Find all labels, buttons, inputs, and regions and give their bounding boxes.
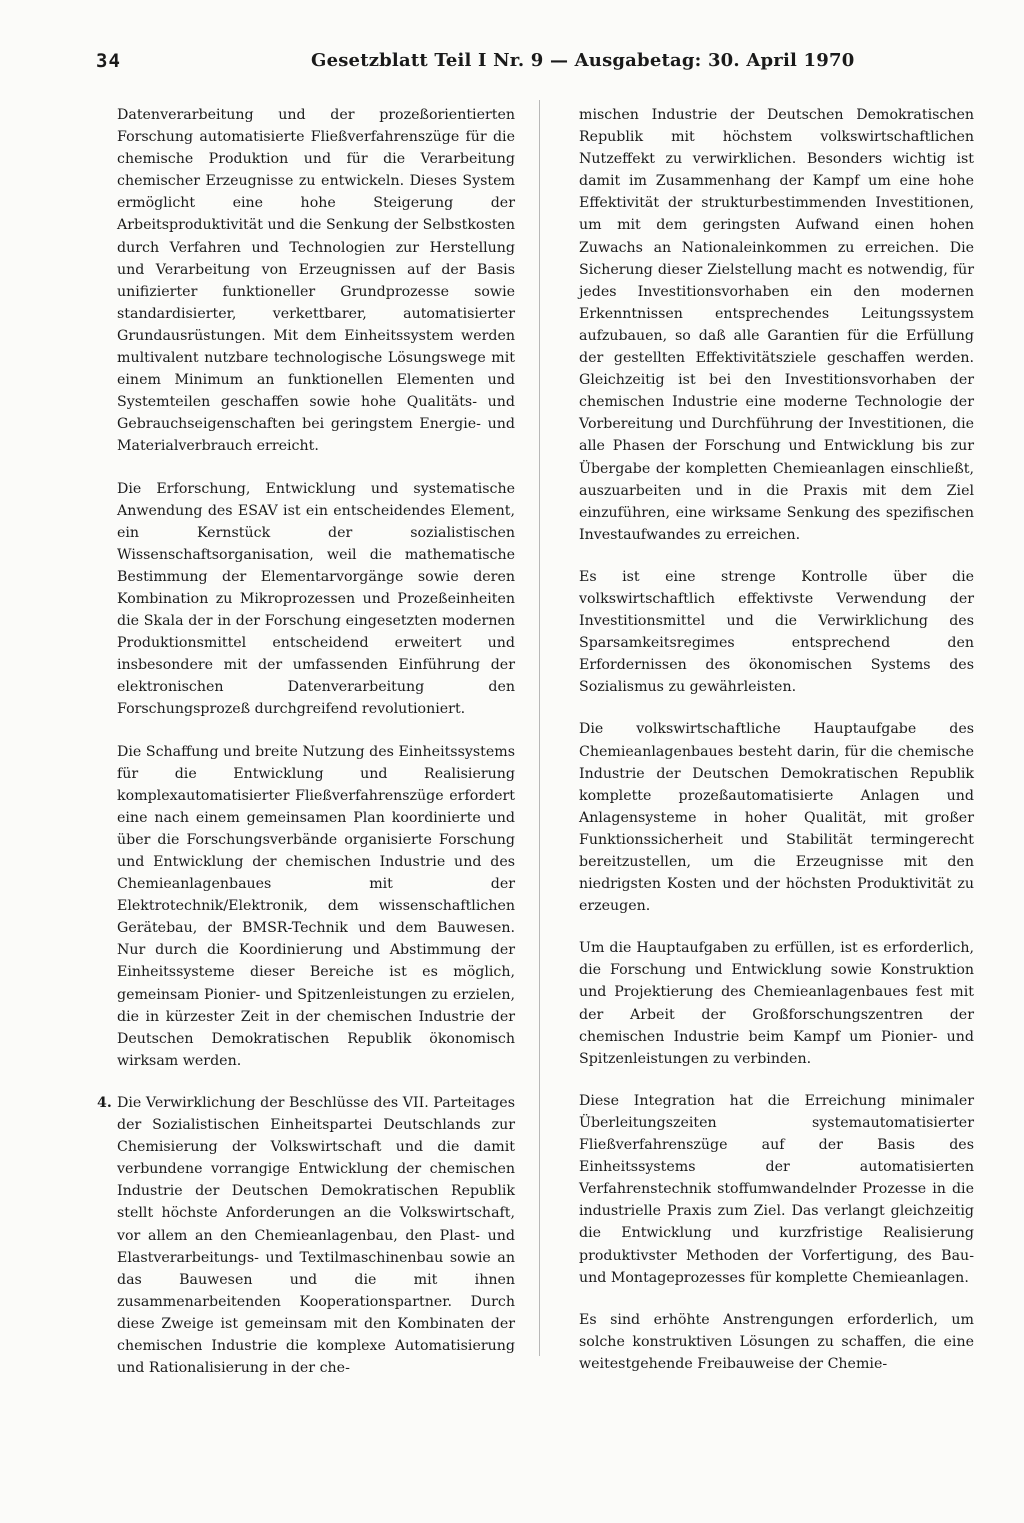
page-number: 34 (96, 50, 121, 72)
paragraph: Die Erforschung, Entwicklung und systematische Anwendung des ESAV ist ein entscheidendes Element, ein Kernstück der sozialistischen Wissenschaftsorganisation, weil die mathematische Bestimmung der Elementarvorgänge sowie deren Kombination zu Mikroprozessen und Prozeßeinheiten die Skala der in der Forschung eingesetzten modernen Produktionsmittel entscheidend erweitert und insbesondere mit der umfassenden Einführung der elektronischen Datenverarbeitung den Forschungsprozeß durchgreifend revolutioniert. (117, 480, 515, 718)
paragraph: Diese Integration hat die Erreichung minimaler Überleitungszeiten systemautomatisierter Fließverfahrenszüge auf der Basis des Einheitssystems der automatisierten Verfahrenstechnik stoffumwandelnder Prozesse in die industrielle Praxis zum Ziel. Das verlangt gleichzeitig die Entwicklung und kurzfristige Realisierung produktivster Methoden der Vorfertigung, des Bau- und Montageprozesses für komplette Chemieanlagen. (579, 1092, 974, 1286)
paragraph-number: 4. (97, 1094, 112, 1111)
paragraph: Um die Hauptaufgaben zu erfüllen, ist es erforderlich, die Forschung und Entwicklung sowie Konstruktion und Projektierung des Chemieanlagenbaues fest mit der Arbeit der Großforschungszentren der chemischen Industrie beim Kampf um Pionier- und Spitzenleistungen zu verbinden. (579, 940, 974, 1067)
paragraph: Es sind erhöhte Anstrengungen erforderlich, um solche konstruktiven Lösungen zu schaffen, die eine weitestgehende Freibauweise der Chemie- (579, 1311, 974, 1372)
header-title: Gesetzblatt Teil I Nr. 9 — Ausgabetag: 30. April 1970 (311, 50, 855, 71)
paragraph: Die Verwirklichung der Beschlüsse des VII. Parteitages der Sozialistischen Einheitspartei Deutschlands zur Chemisierung der Volkswirtschaft und die damit verbundene vorrangige Entwicklung der chemischen Industrie der Deutschen Demokratischen Republik stellt höchste Anforderungen an die Volkswirtschaft, vor allem an den Chemieanlagenbau, den Plast- und Elastverarbeitungs- und Textilmaschinenbau sowie an das Bauwesen und die mit ihnen zusammenarbeitenden Kooperationspartner. Durch diese Zweige ist gemeinsam mit den Kombinaten der chemischen Industrie die komplexe Automatisierung und Rationalisierung in der che- (117, 1094, 515, 1377)
numbered-paragraph (97, 1092, 515, 1379)
column-divider (539, 100, 540, 1356)
page-header (96, 50, 934, 80)
paragraph: Die volkswirtschaftliche Hauptaufgabe des Chemieanlagenbaues besteht darin, für die chemische Industrie der Deutschen Demokratischen Republik komplette prozeßautomatisierte Anlagen und Anlagensysteme in hoher Qualität, mit großer Funktionssicherheit und Stabilität termingerecht bereitzustellen, um die Erzeugnisse mit den niedrigsten Kosten und der höchsten Produktivität zu erzeugen. (579, 721, 974, 915)
paragraph: mischen Industrie der Deutschen Demokratischen Republik mit höchstem volkswirtschaftlichen Nutzeffekt zu verwirklichen. Besonders wichtig ist damit im Zusammenhang der Kampf um eine hohe Effektivität der strukturbestimmenden Investitionen, um mit dem geringsten Aufwand einen hohen Zuwachs an Nationaleinkommen zu erreichen. Die Sicherung dieser Zielstellung macht es notwendig, für jedes Investitionsvorhaben ein den modernen Erkenntnissen entsprechendes Leitungssystem aufzubauen, so daß alle Garantien für die Erfüllung der gestellten Effektivitätsziele geschaffen werden. Gleichzeitig ist bei den Investitionsvorhaben der chemischen Industrie eine moderne Technologie der Vorbereitung und Durchführung der Investitionen, die alle Phasen der Forschung und Entwicklung bis zur Übergabe der kompletten Chemieanlagen einschließt, auszuarbeiten und in die Praxis mit dem Ziel einzuführen, eine wirksame Senkung des spezifischen Investaufwandes zu erreichen. (579, 107, 974, 543)
paragraph: Datenverarbeitung und der prozeßorientierten Forschung automatisierte Fließverfahrenszüge für die chemische Produktion und für die Verarbeitung chemischer Erzeugnisse zu entwickeln. Dieses System ermöglicht eine hohe Steigerung der Arbeitsproduktivität und die Senkung der Selbstkosten durch Verfahren und Technologien zur Herstellung und Verarbeitung von Erzeugnissen auf der Basis unifizierter funktioneller Grundprozesse sowie standardisierter, verkettbarer, automatisierter Grundausrüstungen. Mit dem Einheitssystem werden multivalent nutzbare technologische Lösungswege mit einem Minimum an funktionellen Elementen und Systemteilen geschaffen sowie hohe Qualitäts- und Gebrauchseigenschaften bei geringstem Energie- und Materialverbrauch erreicht. (117, 107, 515, 455)
right-column (579, 104, 974, 1395)
left-column (97, 104, 515, 1399)
paragraph: Es ist eine strenge Kontrolle über die volkswirtschaftlich effektivste Verwendung der Investitionsmittel und die Verwirklichung des Sparsamkeitsregimes entsprechend den Erfordernissen des ökonomischen Systems des Sozialismus zu gewährleisten. (579, 568, 974, 696)
paragraph: Die Schaffung und breite Nutzung des Einheitssystems für die Entwicklung und Realisierung komplexautomatisierter Fließverfahrenszüge erfordert eine nach einem gemeinsamen Plan koordinierte und über die Forschungsverbände organisierte Forschung und Entwicklung der chemischen Industrie und des Chemieanlagenbaues mit der Elektrotechnik/Elektronik, dem wissenschaftlichen Gerätebau, der BMSR-Technik und dem Bauwesen. Nur durch die Koordinierung und Abstimmung der Einheitssysteme dieser Bereiche ist es möglich, gemeinsam Pionier- und Spitzenleistungen zu erzielen, die in kürzester Zeit in der chemischen Industrie der Deutschen Demokratischen Republik ökonomisch wirksam werden. (117, 743, 515, 1069)
